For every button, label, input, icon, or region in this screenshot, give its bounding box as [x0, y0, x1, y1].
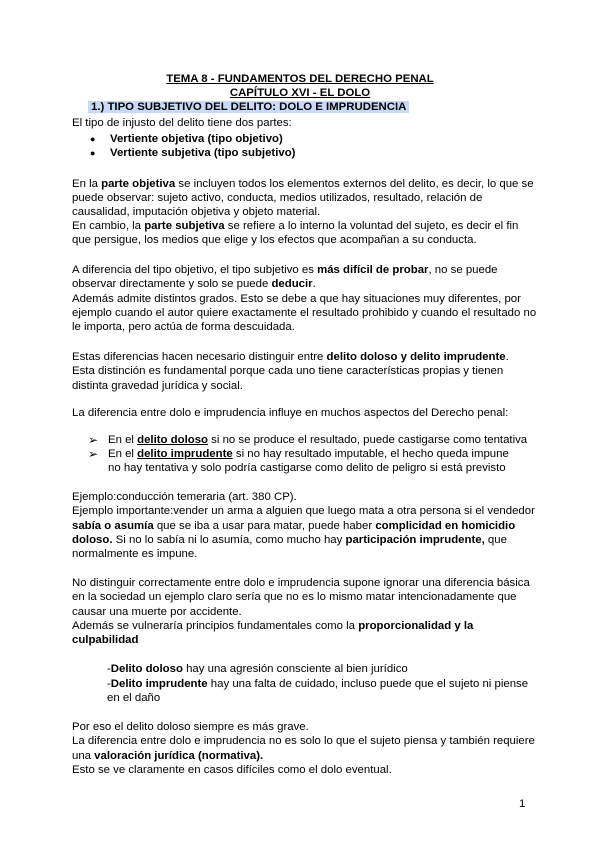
- paragraph-line: observar directamente y solo se puede deducir.: [72, 278, 316, 290]
- arrow-item-continuation: no hay tentativa y solo podría castigarse como delito de peligro si está previsto: [108, 462, 506, 474]
- paragraph-line: puede observar: sujeto activo, conducta, medios utilizados, resultado, relación de: [72, 192, 483, 204]
- paragraph-line: Estas diferencias hacen necesario distinguir entre delito doloso y delito imprudente.: [72, 351, 509, 363]
- document-title: TEMA 8 - FUNDAMENTOS DEL DERECHO PENAL: [166, 73, 434, 85]
- intro-text: El tipo de injusto del delito tiene dos partes:: [72, 117, 292, 129]
- bullet-subjective: Vertiente subjetiva (tipo subjetivo): [110, 147, 296, 159]
- arrow-bullet-icon: ➢: [88, 433, 99, 447]
- bullet-icon: ●: [90, 134, 96, 144]
- definition-doloso: -Delito doloso hay una agresión consciente al bien jurídico: [107, 663, 408, 675]
- paragraph-line: A diferencia del tipo objetivo, el tipo subjetivo es más difícil de probar, no se puede: [72, 264, 498, 276]
- paragraph-line: causar una muerte por accidente.: [72, 606, 242, 618]
- paragraph-line: le importa, pero actúa de forma descuidada.: [72, 321, 295, 333]
- paragraph-line: La diferencia entre dolo e imprudencia influye en muchos aspectos del Derecho penal:: [72, 407, 509, 419]
- section-heading: [88, 100, 409, 114]
- paragraph-line: No distinguir correctamente entre dolo e imprudencia supone ignorar una diferencia básica: [72, 577, 530, 589]
- section-heading-text: 1.) TIPO SUBJETIVO DEL DELITO: DOLO E IMPRUDENCIA: [88, 101, 409, 113]
- paragraph-line: en la sociedad un ejemplo claro sería que no es lo mismo matar intencionadamente que: [72, 591, 517, 603]
- paragraph-line: En cambio, la parte subjetiva se refiere a lo interno la voluntad del sujeto, es decir el fin: [72, 220, 519, 232]
- bullet-objective: Vertiente objetiva (tipo objetivo): [110, 133, 283, 145]
- paragraph-line: una valoración jurídica (normativa).: [72, 750, 264, 762]
- paragraph-line: Además admite distintos grados. Esto se debe a que hay situaciones muy diferentes, por: [72, 293, 521, 305]
- page-number: 1: [519, 798, 526, 810]
- bullet-icon: ●: [90, 148, 96, 158]
- paragraph-line: causalidad, imputación objetiva y objeto material.: [72, 206, 321, 218]
- paragraph-line: Esta distinción es fundamental porque cada uno tiene características propias y tienen: [72, 365, 504, 377]
- paragraph-line: culpabilidad: [72, 634, 139, 646]
- arrow-item-doloso: En el delito doloso si no se produce el resultado, puede castigarse como tentativa: [108, 434, 528, 446]
- paragraph-line: Ejemplo importante:vender un arma a alguien que luego mata a otra persona si el vendedor: [72, 505, 535, 517]
- paragraph-line: que persigue, los medios que elige y los efectos que acompañan a su conducta.: [72, 234, 477, 246]
- paragraph-line: Esto se ve claramente en casos difíciles como el dolo eventual.: [72, 764, 392, 776]
- paragraph-line: En la parte objetiva se incluyen todos los elementos externos del delito, es decir, lo que se: [72, 178, 534, 190]
- paragraph-line: normalmente es impune.: [72, 548, 198, 560]
- paragraph-line: Por eso el delito doloso siempre es más grave.: [72, 721, 309, 733]
- chapter-title: CAPÍTULO XVI - EL DOLO: [229, 87, 371, 99]
- paragraph-line: sabía o asumía que se iba a usar para matar, puede haber complicidad en homicidio: [72, 520, 516, 532]
- paragraph-line: Además se vulneraría principios fundamentales como la proporcionalidad y la: [72, 620, 474, 632]
- paragraph-line: ejemplo cuando el autor quiere exactamente el resultado prohibido y cuando el resultado no: [72, 307, 537, 319]
- definition-imprudente: -Delito imprudente hay una falta de cuidado, incluso puede que el sujeto ni piense: [107, 678, 529, 690]
- paragraph-line: distinta gravedad jurídica y social.: [72, 380, 243, 392]
- paragraph-line: doloso. Si no lo sabía ni lo asumía, como mucho hay participación imprudente, que: [72, 534, 507, 546]
- paragraph-line: Ejemplo:conducción temeraria (art. 380 CP).: [72, 491, 297, 503]
- arrow-item-imprudente: En el delito imprudente si no hay resultado imputable, el hecho queda impune: [108, 448, 509, 460]
- definition-continuation: en el daño: [107, 692, 161, 704]
- arrow-bullet-icon: ➢: [88, 447, 99, 461]
- paragraph-line: La diferencia entre dolo e imprudencia no es solo lo que el sujeto piensa y también requiere: [72, 735, 535, 747]
